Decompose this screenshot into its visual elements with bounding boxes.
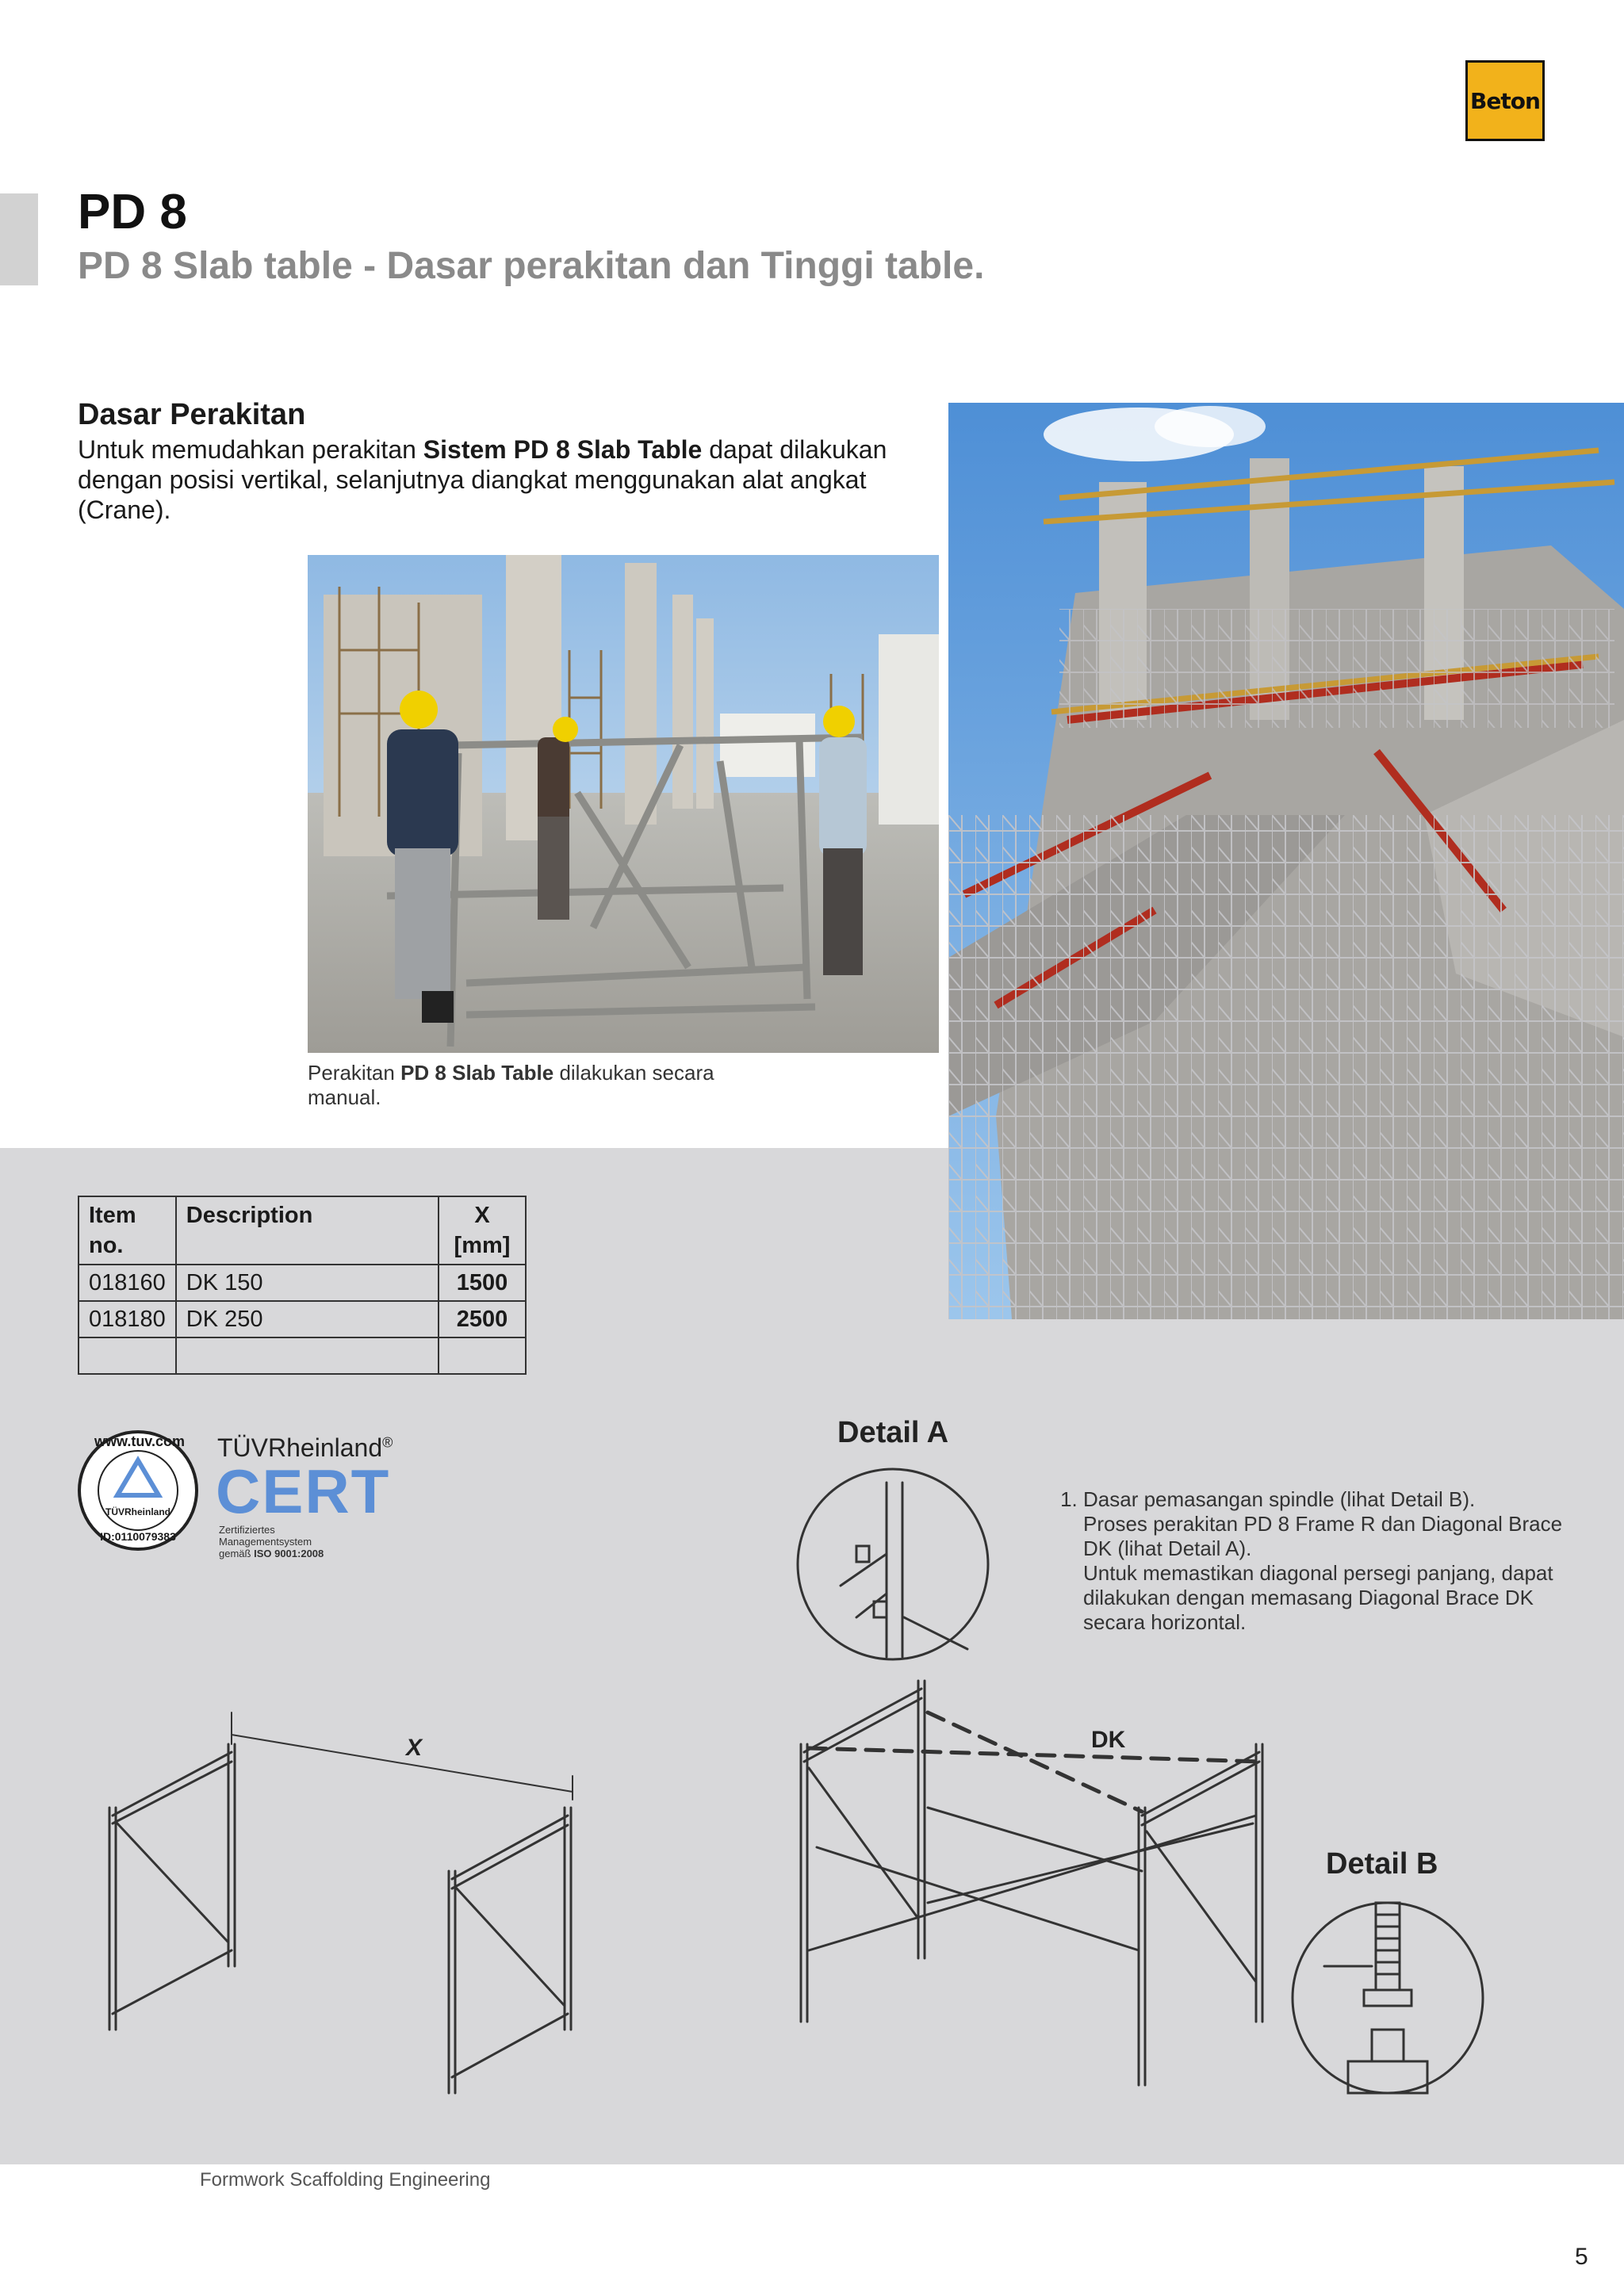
note-line: Untuk memastikan diagonal persegi panjang, dapat dilakukan dengan memasang Diagonal Brace DK secara horizontal. xyxy=(1083,1561,1553,1634)
section-heading: Dasar Perakitan xyxy=(78,398,306,431)
page-subtitle: PD 8 Slab table - Dasar perakitan dan Tinggi table. xyxy=(78,245,985,287)
cell-description: DK 150 xyxy=(176,1265,439,1301)
cell-x-value: 1500 xyxy=(439,1265,526,1301)
cert-line3-pre: gemäß xyxy=(219,1548,255,1559)
cert-details xyxy=(219,1524,324,1559)
dimension-x-label: X xyxy=(406,1735,423,1761)
page-title: PD 8 xyxy=(78,185,187,239)
cell-item-no xyxy=(79,1337,176,1374)
note-line: Proses perakitan PD 8 Frame R dan Diagonal Brace DK (lihat Detail A). xyxy=(1083,1512,1563,1560)
cert-line2: Managementsystem xyxy=(219,1536,312,1548)
intro-text: Untuk memudahkan perakitan xyxy=(78,435,423,464)
intro-paragraph xyxy=(78,434,910,525)
section-side-tab xyxy=(0,193,38,285)
assembly-photo xyxy=(308,555,939,1053)
header-item-no: Item no. xyxy=(79,1196,176,1265)
tuv-certification xyxy=(75,1427,416,1570)
table-row xyxy=(79,1337,526,1374)
cell-x-value: 2500 xyxy=(439,1301,526,1337)
registered-mark: ® xyxy=(382,1434,393,1451)
caption-text: Perakitan xyxy=(308,1061,401,1085)
table-header-row xyxy=(79,1196,526,1265)
beton-logo xyxy=(1465,60,1545,141)
cert-iso: ISO 9001:2008 xyxy=(254,1548,324,1559)
cell-description xyxy=(176,1337,439,1374)
cert-line3 xyxy=(219,1548,324,1559)
header-x-mm: X [mm] xyxy=(439,1196,526,1265)
cell-item-no: 018160 xyxy=(79,1265,176,1301)
cell-x-value xyxy=(439,1337,526,1374)
caption-text-cont: dilakukan secara manual. xyxy=(308,1061,714,1109)
page-number: 5 xyxy=(1575,2244,1588,2270)
seal-brand-text: TÜVRheinland xyxy=(105,1506,170,1517)
cell-description: DK 250 xyxy=(176,1301,439,1337)
cert-line1: Zertifiziertes xyxy=(219,1524,275,1536)
note-item xyxy=(1083,1487,1565,1635)
cert-word: CERT xyxy=(216,1456,391,1526)
seal-id-text: ID:0110079383 xyxy=(100,1530,176,1543)
intro-bold: Sistem PD 8 Slab Table xyxy=(423,435,703,464)
seal-ring-text: www.tuv.com xyxy=(94,1433,185,1449)
header-description: Description xyxy=(176,1196,439,1265)
logo-text: Beton xyxy=(1470,87,1540,114)
photo-caption xyxy=(308,1061,720,1110)
cell-item-no: 018180 xyxy=(79,1301,176,1337)
assembly-notes xyxy=(1058,1487,1565,1635)
dk-brace-label: DK xyxy=(1091,1727,1126,1753)
table-row xyxy=(79,1301,526,1337)
note-line: 1. Dasar pemasangan spindle (lihat Detail B). xyxy=(1083,1487,1476,1511)
tuv-brand-text: TÜVRheinland xyxy=(217,1433,383,1462)
intro-text-cont: dapat dilakukan dengan posisi vertikal, selanjutnya diangkat menggunakan alat angkat (Crane). xyxy=(78,435,887,524)
building-scaffold-photo xyxy=(948,403,1624,1319)
footer-text: Formwork Scaffolding Engineering xyxy=(200,2169,491,2191)
items-table xyxy=(78,1196,527,1375)
caption-bold: PD 8 Slab Table xyxy=(400,1061,554,1085)
detail-a-title: Detail A xyxy=(837,1416,949,1449)
table-row xyxy=(79,1265,526,1301)
detail-b-title: Detail B xyxy=(1326,1847,1438,1881)
